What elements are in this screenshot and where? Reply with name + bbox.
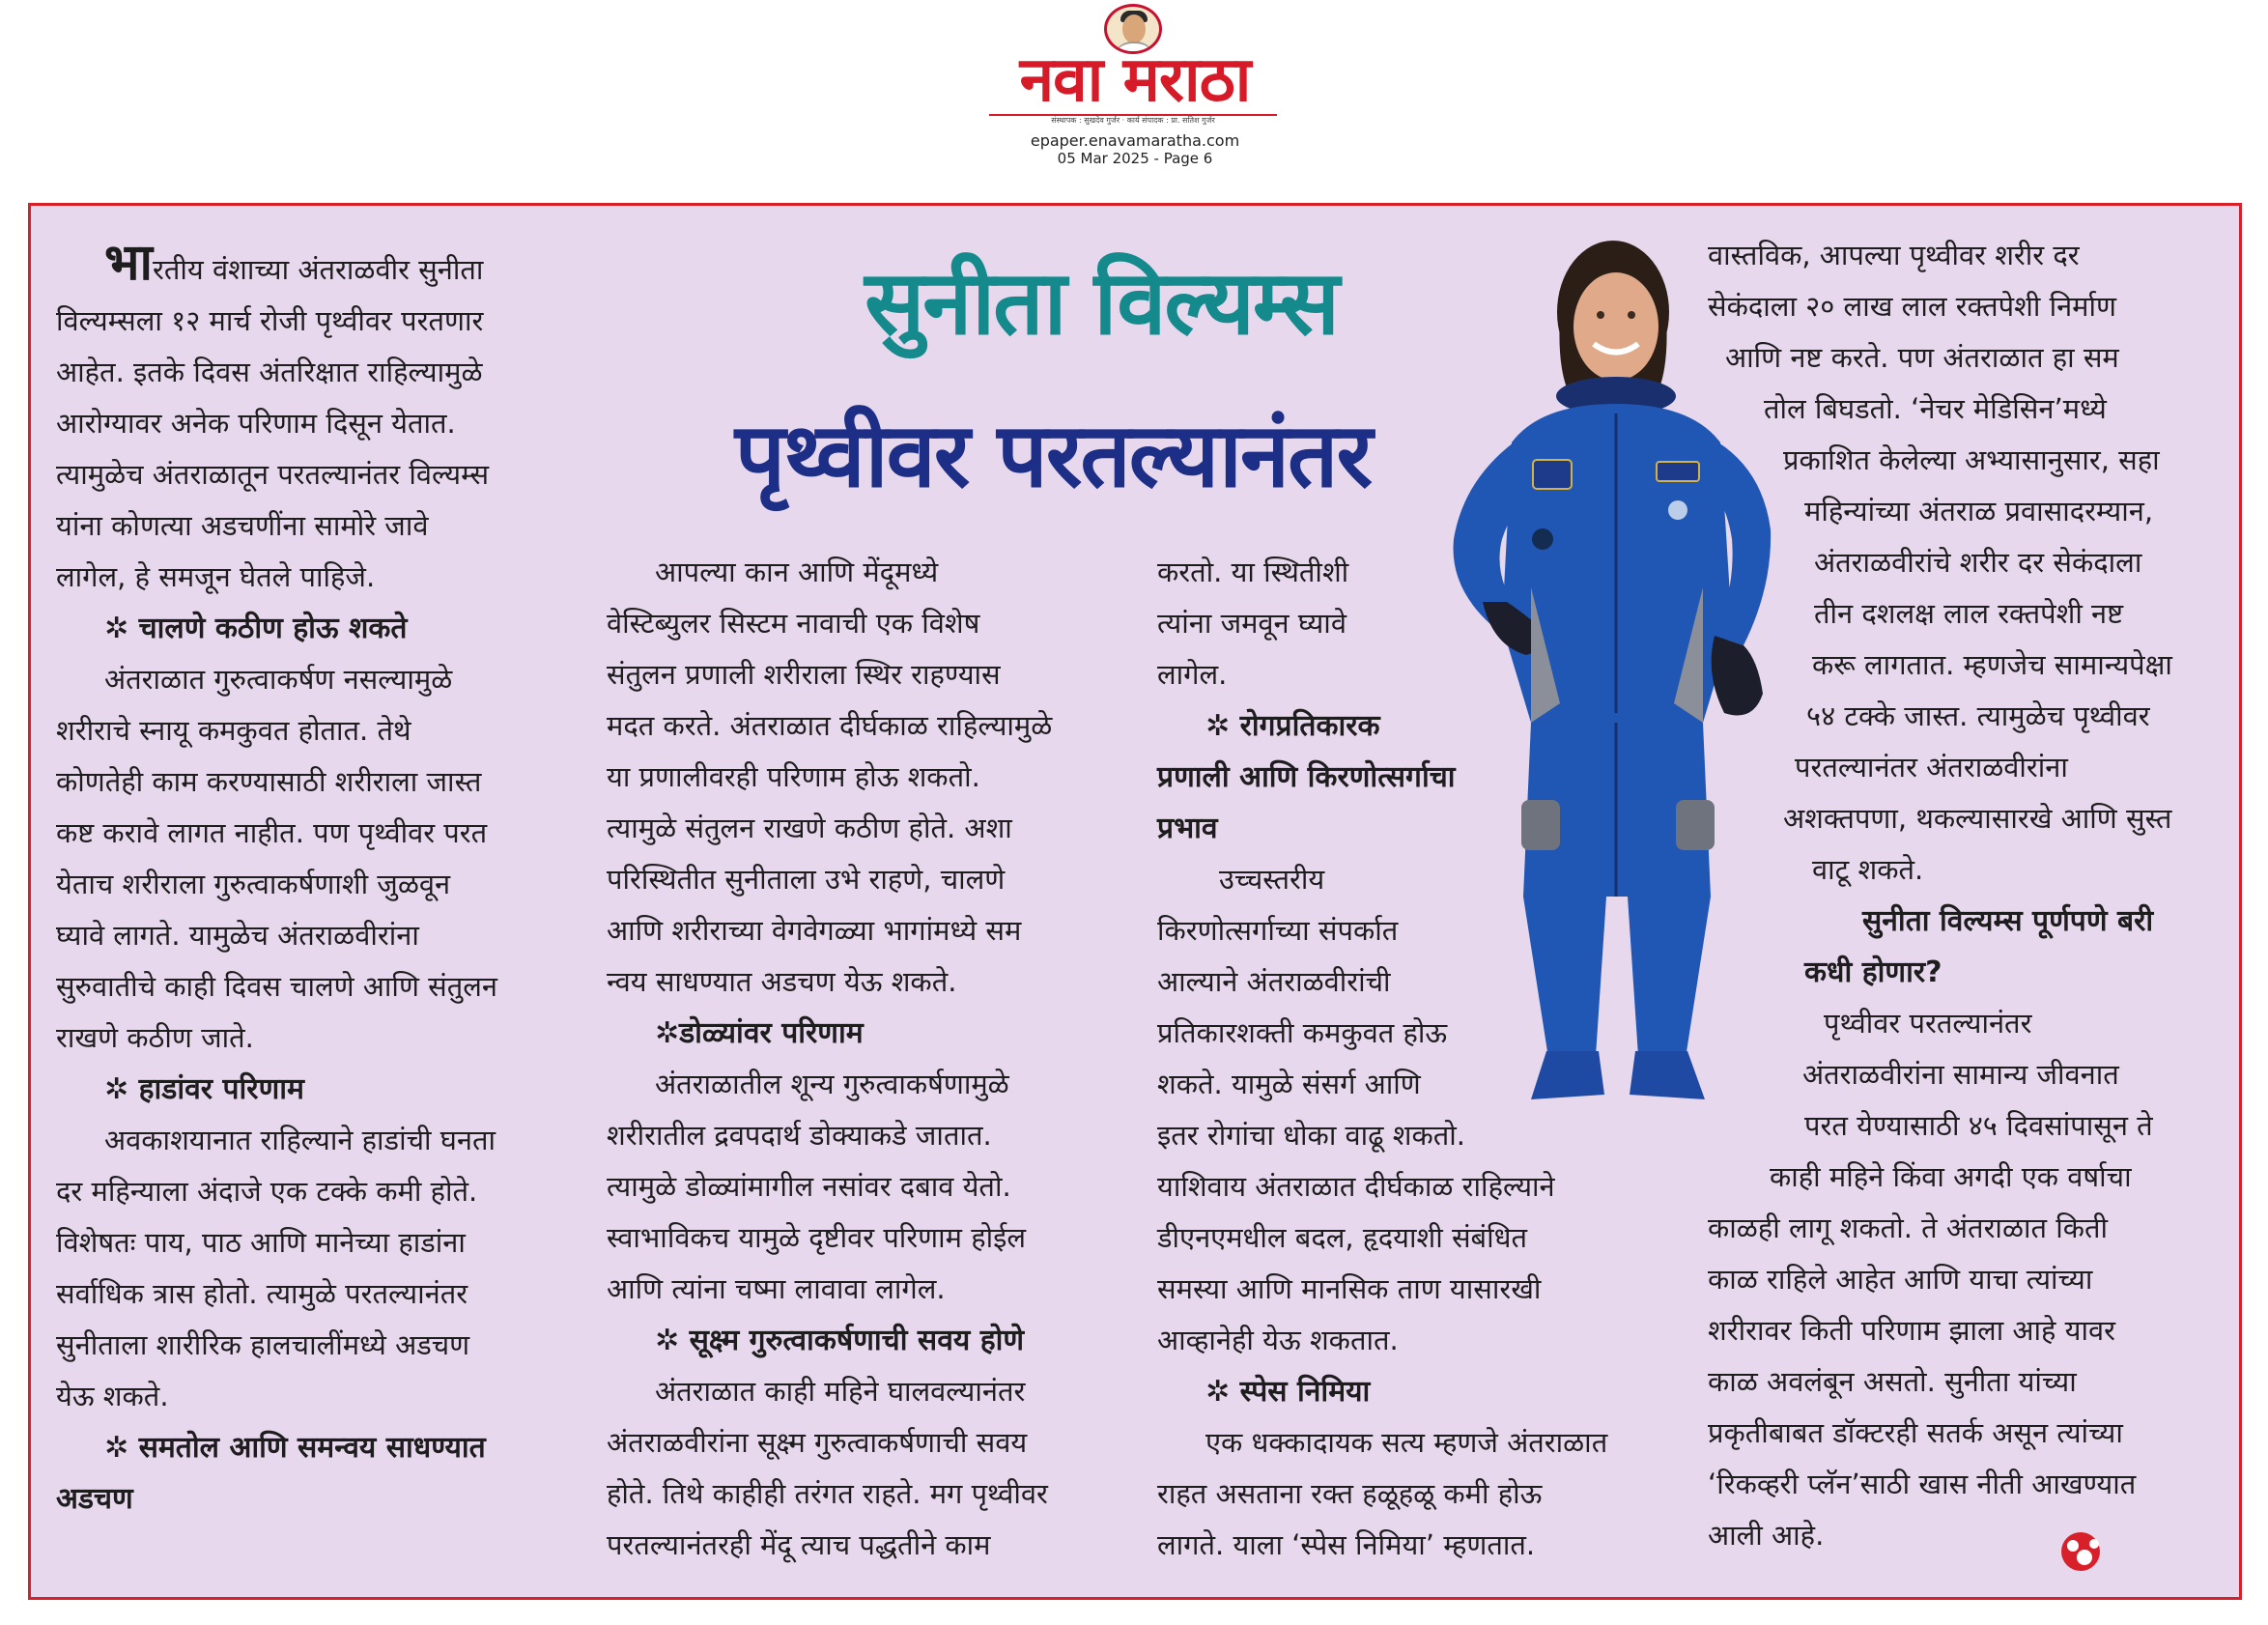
epaper-site: epaper.enavamaratha.com bbox=[1030, 131, 1240, 150]
body-line: अंतराळवीरांना सामान्य जीवनात bbox=[1802, 1058, 2119, 1091]
body-line: आपल्या कान आणि मेंदूमध्ये bbox=[655, 556, 939, 588]
body-line: घ्यावे लागते. यामुळेच अंतराळवीरांना bbox=[56, 919, 419, 952]
body-line: न्वय साधण्यात अडचण येऊ शकते. bbox=[607, 965, 957, 998]
body-line: आणि त्यांना चष्मा लावावा लागेल. bbox=[607, 1272, 946, 1305]
body-line: प्रतिकारशक्ती कमकुवत होऊ bbox=[1157, 1016, 1448, 1049]
subheading-balance: ✲ समतोल आणि समन्वय साधण्यात bbox=[104, 1431, 486, 1465]
body-line: या प्रणालीवरही परिणाम होऊ शकतो. bbox=[607, 760, 980, 793]
body-line: याशिवाय अंतराळात दीर्घकाळ राहिल्याने bbox=[1157, 1170, 1555, 1203]
body-line: प्रकाशित केलेल्या अभ्यासानुसार, सहा bbox=[1783, 443, 2160, 476]
body-line: होते. तिथे काहीही तरंगत राहते. मग पृथ्वीवर bbox=[607, 1477, 1048, 1510]
body-line: शरीरावर किती परिणाम झाला आहे यावर bbox=[1708, 1314, 2115, 1347]
body-line: वेस्टिब्युलर सिस्टम नावाची एक विशेष bbox=[607, 607, 980, 640]
body-line: काही महिने किंवा अगदी एक वर्षाचा bbox=[1770, 1160, 2132, 1193]
body-line: कोणतेही काम करण्यासाठी शरीराला जास्त bbox=[56, 765, 482, 798]
article-column-4 bbox=[1708, 230, 2229, 1561]
intro-line: त्यामुळेच अंतराळातून परतल्यानंतर विल्यम्स bbox=[56, 458, 490, 491]
body-line: करतो. या स्थितीशी bbox=[1157, 556, 1349, 588]
article-column-3 bbox=[1157, 547, 1679, 1571]
body-line: पृथ्वीवर परतल्यानंतर bbox=[1824, 1007, 2032, 1040]
body-line: वास्तविक, आपल्या पृथ्वीवर शरीर दर bbox=[1708, 239, 2080, 271]
article-column-1 bbox=[56, 234, 578, 1525]
body-line: अंतराळातील शून्य गुरुत्वाकर्षणामुळे bbox=[655, 1068, 1009, 1100]
subheading-eyes: ✲डोळ्यांवर परिणाम bbox=[655, 1016, 864, 1050]
intro-line: यांना कोणत्या अडचणींना सामोरे जावे bbox=[56, 509, 429, 542]
body-line: लागते. याला ‘स्पेस निमिया’ म्हणतात. bbox=[1157, 1528, 1536, 1561]
body-line: त्यामुळे डोळ्यांमागील नसांवर दबाव येतो. bbox=[607, 1170, 1011, 1203]
headline-line1: सुनीता विल्यम्स bbox=[865, 251, 1338, 355]
body-line: तीन दशलक्ष लाल रक्तपेशी नष्ट bbox=[1814, 597, 2124, 630]
body-line: परिस्थितीत सुनीताला उभे राहणे, चालणे bbox=[607, 863, 1006, 896]
intro-line: आरोग्यावर अनेक परिणाम दिसून येतात. bbox=[56, 407, 456, 440]
body-line: आणि शरीराच्या वेगवेगळ्या भागांमध्ये सम bbox=[607, 914, 1022, 947]
body-line: आव्हानेही येऊ शकतात. bbox=[1157, 1324, 1399, 1356]
body-line: परत येण्यासाठी ४५ दिवसांपासून ते bbox=[1804, 1109, 2153, 1142]
body-line: किरणोत्सर्गाच्या संपर्कात bbox=[1157, 914, 1399, 947]
body-line: तोल बिघडतो. ‘नेचर मेडिसिन’मध्ये bbox=[1764, 392, 2107, 425]
subheading-immunity-cont: प्रणाली आणि किरणोत्सर्गाचा bbox=[1157, 760, 1456, 794]
body-line: शरीराचे स्नायू कमकुवत होतात. तेथे bbox=[56, 714, 411, 747]
body-line: वाटू शकते. bbox=[1812, 853, 1924, 886]
body-line: अंतराळात गुरुत्वाकर्षण नसल्यामुळे bbox=[104, 663, 453, 696]
body-line: येताच शरीराला गुरुत्वाकर्षणाशी जुळवून bbox=[56, 868, 451, 900]
masthead bbox=[0, 0, 2268, 184]
body-line: राखणे कठीण जाते. bbox=[56, 1021, 254, 1054]
intro-line-0: भारतीय वंशाच्या अंतराळवीर सुनीता bbox=[104, 234, 484, 292]
body-line: अंतराळवीरांचे शरीर दर सेकंदाला bbox=[1814, 546, 2142, 579]
subheading-immunity: ✲ रोगप्रतिकारक bbox=[1205, 709, 1380, 743]
intro-line: विल्यम्सला १२ मार्च रोजी पृथ्वीवर परतणार bbox=[56, 304, 484, 337]
body-line: आणि नष्ट करते. पण अंतराळात हा सम bbox=[1725, 341, 2119, 374]
body-line: अशक्तपणा, थकल्यासारखे आणि सुस्त bbox=[1783, 802, 2172, 835]
body-line: काळ राहिले आहेत आणि याचा त्यांच्या bbox=[1708, 1263, 2093, 1296]
subheading-microgravity: ✲ सूक्ष्म गुरुत्वाकर्षणाची सवय होणे bbox=[655, 1324, 1025, 1357]
intro-line: लागेल, हे समजून घेतले पाहिजे. bbox=[56, 560, 376, 593]
body-line: करू लागतात. म्हणजेच सामान्यपेक्षा bbox=[1812, 648, 2172, 681]
subheading-balance-cont: अडचण bbox=[56, 1482, 133, 1516]
body-line: संतुलन प्रणाली शरीराला स्थिर राहण्यास bbox=[607, 658, 1001, 691]
body-line: सुनीताला शारीरिक हालचालींमध्ये अडचण bbox=[56, 1328, 470, 1361]
drop-cap: भा bbox=[104, 234, 154, 292]
body-line: काळही लागू शकतो. ते अंतराळात किती bbox=[1708, 1212, 2109, 1244]
body-line: अवकाशयानात राहिल्याने हाडांची घनता bbox=[104, 1124, 496, 1156]
body-line: ५४ टक्के जास्त. त्यामुळेच पृथ्वीवर bbox=[1806, 699, 2150, 732]
newspaper-logo: नवा मराठा bbox=[1019, 44, 1251, 116]
subheading-immunity-cont: प्रभाव bbox=[1157, 812, 1218, 845]
body-line: त्यांना जमवून घ्यावे bbox=[1157, 607, 1347, 640]
body-line: राहत असताना रक्त हळूहळू कमी होऊ bbox=[1157, 1477, 1543, 1510]
body-line: शरीरातील द्रवपदार्थ डोक्याकडे जातात. bbox=[607, 1119, 992, 1152]
body-line: प्रकृतीबाबत डॉक्टरही सतर्क असून त्यांच्या bbox=[1708, 1416, 2123, 1449]
body-line: विशेषतः पाय, पाठ आणि मानेच्या हाडांना bbox=[56, 1226, 466, 1259]
body-line: उच्चस्तरीय bbox=[1219, 863, 1325, 896]
body-line: एक धक्कादायक सत्य म्हणजे अंतराळात bbox=[1205, 1426, 1608, 1459]
body-line: ‘रिकव्हरी प्लॅन’साठी खास नीती आखण्यात bbox=[1708, 1468, 2137, 1500]
subheading-bones: ✲ हाडांवर परिणाम bbox=[104, 1072, 304, 1106]
body-line: स्वाभाविकच यामुळे दृष्टीवर परिणाम होईल bbox=[607, 1221, 1027, 1254]
body-line: दर महिन्याला अंदाजे एक टक्के कमी होते. bbox=[56, 1175, 478, 1208]
body-line: समस्या आणि मानसिक ताण यासारखी bbox=[1157, 1272, 1542, 1305]
body-line: आल्याने अंतराळवीरांची bbox=[1157, 965, 1391, 998]
body-line: अंतराळवीरांना सूक्ष्म गुरुत्वाकर्षणाची सवय bbox=[607, 1426, 1028, 1459]
body-line: शकते. यामुळे संसर्ग आणि bbox=[1157, 1068, 1421, 1100]
body-line: परतल्यानंतर अंतराळवीरांना bbox=[1795, 751, 2068, 784]
article-column-2 bbox=[607, 547, 1148, 1571]
subheading-space-anemia: ✲ स्पेस निमिया bbox=[1205, 1375, 1371, 1409]
body-line: अंतराळात काही महिने घालवल्यानंतर bbox=[655, 1375, 1026, 1408]
body-line: आली आहे. bbox=[1708, 1519, 1825, 1552]
body-line: काळ अवलंबून असतो. सुनीता यांच्या bbox=[1708, 1365, 2077, 1398]
body-line: त्यामुळे संतुलन राखणे कठीण होते. अशा bbox=[607, 812, 1012, 844]
body-line: कष्ट करावे लागत नाहीत. पण पृथ्वीवर परत bbox=[56, 816, 488, 849]
body-line: सर्वाधिक त्रास होतो. त्यामुळे परतल्यानंतर bbox=[56, 1277, 468, 1310]
body-line: लागेल. bbox=[1157, 658, 1228, 691]
headline-line2: पृथ्वीवर परतल्यानंतर bbox=[734, 404, 1372, 507]
body-line: परतल्यानंतरही मेंदू त्याच पद्धतीने काम bbox=[607, 1528, 991, 1561]
date-page: 05 Mar 2025 - Page 6 bbox=[1057, 150, 1213, 167]
body-line: सुरुवातीचे काही दिवस चालणे आणि संतुलन bbox=[56, 970, 498, 1003]
body-line: महिन्यांच्या अंतराळ प्रवासादरम्यान, bbox=[1804, 495, 2154, 527]
end-mark-icon bbox=[2057, 1526, 2115, 1575]
body-line: मदत करते. अंतराळात दीर्घकाळ राहिल्यामुळे bbox=[607, 709, 1053, 742]
body-line: इतर रोगांचा धोका वाढू शकतो. bbox=[1157, 1119, 1465, 1152]
intro-line: आहेत. इतके दिवस अंतरिक्षात राहिल्यामुळे bbox=[56, 356, 483, 388]
body-line: येऊ शकते. bbox=[56, 1380, 169, 1412]
body-line: सेकंदाला २० लाख लाल रक्तपेशी निर्माण bbox=[1708, 290, 2117, 323]
body-line: डीएनएमधील बदल, हृदयाशी संबंधित bbox=[1157, 1221, 1527, 1254]
subheading-walking: ✲ चालणे कठीण होऊ शकते bbox=[104, 612, 408, 645]
masthead-strip: संस्थापक : सुखदेव गुर्जर · कार्य संपादक : प्रा. सतिश गुर्जर bbox=[989, 114, 1277, 126]
subheading-recovery: सुनीता विल्यम्स पूर्णपणे बरी bbox=[1862, 904, 2154, 938]
subheading-recovery-cont: कधी होणार? bbox=[1804, 955, 1942, 989]
